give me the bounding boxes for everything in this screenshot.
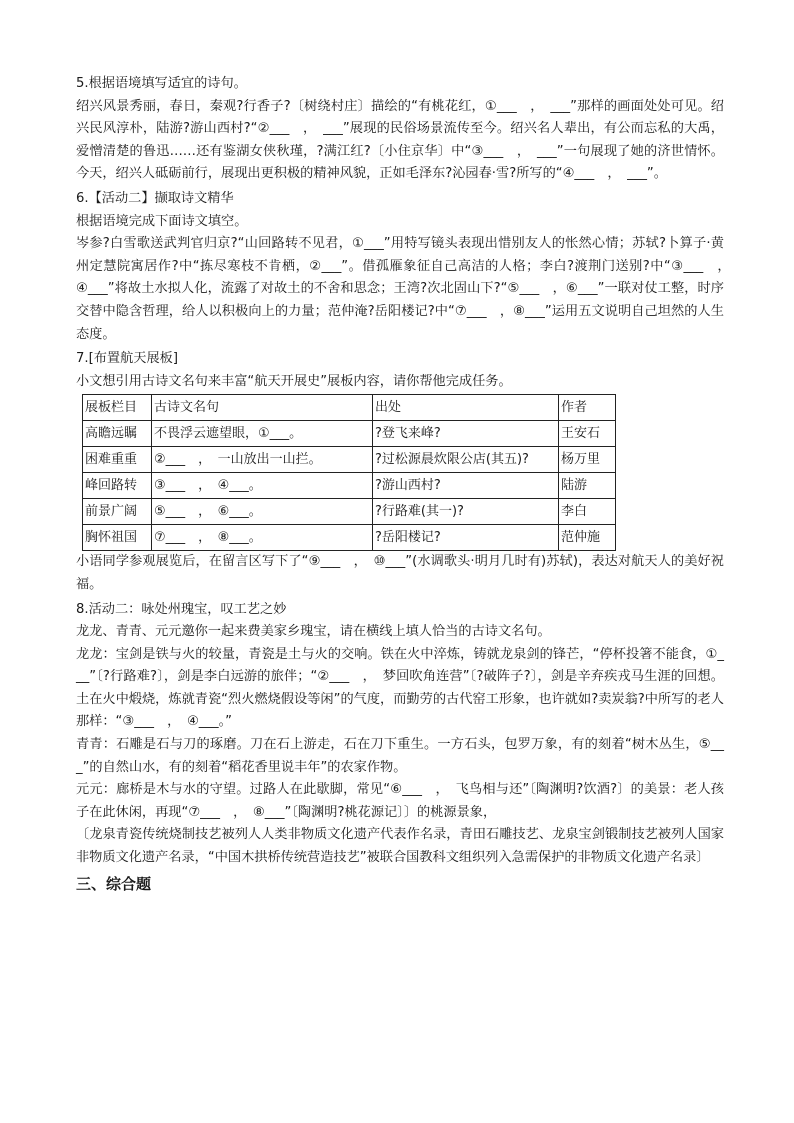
q7-after: 小语同学参观展览后，在留言区写下了“⑨___ ， ⑩___”(水调歌头·明月几时有)苏轼)，表达对航天人的美好祝福。 [76, 554, 724, 592]
table-cell: ③___ ， ④___。 [152, 473, 373, 499]
table-header: 出处 [373, 395, 559, 421]
table-row [83, 499, 616, 525]
table-cell: 高瞻远瞩 [83, 421, 152, 447]
q5-text: 绍兴风景秀丽，春日，秦观?行香子?〔树绕村庄〕描绘的“有桃花红，①___ ， ___”那样的画面处处可见。绍兴民风淳朴，陆游?游山西村?“②___ ， ___”展现的民俗场景流传至今。绍兴名人辈出，有公而忘私的大禹，爱憎清楚的鲁迅……还有鉴湖女侠秋瑾，?满江红?〔小住京华〕中“③___ ， ___”一句展现了她的济世情怀。今天，绍兴人砥砺前行，展现出更积极的精神风貌，正如毛泽东?沁园春·雪?所写的“④___ ， ___”。 [76, 98, 724, 182]
table-row [83, 525, 616, 551]
table-cell: ?过松源晨炊限公店(其五)? [373, 447, 559, 473]
table-cell: 杨万里 [559, 447, 616, 473]
table-cell: 胸怀祖国 [83, 525, 152, 551]
document-page [76, 73, 738, 896]
table-row [83, 421, 616, 447]
table-row [83, 473, 616, 499]
table-cell: 范仲施 [559, 525, 616, 551]
q8-title: 8.活动二：咏处州瑰宝，叹工艺之妙 [76, 601, 287, 617]
table-cell: 李白 [559, 499, 616, 525]
table-header-row [83, 395, 616, 421]
q6-text: 岑参?白雪歌送武判官归京?“山回路转不见君，①___”用特写镜头表现出惜别友人的怅然心情；苏轼?卜算子·黄州定慧院寓居作?中“拣尽寒枝不肯栖，②___”。借孤雁象征自己高洁的人格；李白?渡荆门送别?中“③___ ， ④___”将故土水拟人化，流露了对故土的不舍和思念；王湾?次北固山下?“⑤___ ，⑥___”一联对仗工整，时序交替中隐含哲理，给人以积极向上的力量；范仲淹?岳阳楼记?中“⑦___ ，⑧___”运用五文说明自己坦然的人生态度。 [76, 236, 738, 342]
table-cell: 前景广阔 [83, 499, 152, 525]
table-cell: ?登飞来峰? [373, 421, 559, 447]
q7-intro: 小文想引用古诗文名句来丰富“航天开展史”展板内容，请你帮他完成任务。 [76, 373, 512, 389]
q5-title: 5.根据语境填写适宜的诗句。 [76, 76, 247, 91]
table-cell: ?行路难(其一)? [373, 499, 559, 525]
q8-qingqing: 青青：石雕是石与刀的琢磨。刀在石上游走，石在刀下重生。一方石头，包罗万象，有的刻着“树木丛生，⑤___”的自然山水，有的刻着“稻花香里说丰年”的农家作物。 [76, 737, 724, 775]
table-cell: ②___ ， 一山放出一山拦。 [152, 447, 373, 473]
table-cell: 不畏浮云遮望眼，①___。 [152, 421, 373, 447]
q7-title: 7.[布置航天展板] [76, 351, 178, 367]
q8-note: 〔龙泉青瓷传统烧制技艺被列人人类非物质文化遗产代表作名录，青田石雕技艺、龙泉宝剑锻制技艺被列人国家非物质文化遗产名录，“中国木拱桥传统营造技艺”被联合国教科文组织列入急需保护的非物质文化遗产名录〕 [76, 827, 724, 866]
table-cell: ?岳阳楼记? [373, 525, 559, 551]
table-header: 古诗文名句 [152, 395, 373, 421]
table-row [83, 447, 616, 473]
table-cell: 峰回路转 [83, 473, 152, 499]
q8-longlong: 龙龙：宝剑是铁与火的较量，青瓷是土与火的交响。铁在火中淬炼，铸就龙泉剑的锋芒，“停杯投箸不能食，①___”〔?行路难?〕，剑是李白远游的旅伴；“②___ ， 梦回吹角连营”〔?破阵子?〕，剑是辛弃疾戎马生涯的回想。土在火中煅烧，炼就青瓷“烈火燃烧假设等闲”的气度，而勤劳的古代窑工形象，也许就如?卖炭翁?中所写的老人那样：“③___ ， ④___。” [76, 646, 724, 730]
q8-yuanyuan: 元元：廊桥是木与水的守望。过路人在此歇脚，常见“⑥___ ， 飞鸟相与还”〔陶渊明?饮酒?〕的美景：老人孩子在此休闲，再现“⑦___ ， ⑧___”〔陶渊明?桃花源记〕〕的桃源景象， [76, 782, 724, 820]
table-cell: ⑤___ ， ⑥___。 [152, 499, 373, 525]
q8-intro: 龙龙、青青、元元邀你一起来费美家乡瑰宝，请在横线上填人恰当的古诗文名句。 [76, 624, 551, 640]
table-cell: ⑦___ ， ⑧___。 [152, 525, 373, 551]
table-header: 展板栏目 [83, 395, 152, 421]
table-header: 作者 [559, 395, 616, 421]
q6-title: 6.【活动二】撷取诗文精华 [76, 190, 234, 206]
section-heading: 三、综合题 [76, 874, 152, 893]
table-cell: ?游山西村? [373, 473, 559, 499]
exhibit-table [82, 394, 616, 551]
table-cell: 陆游 [559, 473, 616, 499]
table-cell: 困难重重 [83, 447, 152, 473]
q6-intro: 根据语境完成下面诗文填空。 [76, 213, 248, 229]
table-cell: 王安石 [559, 421, 616, 447]
